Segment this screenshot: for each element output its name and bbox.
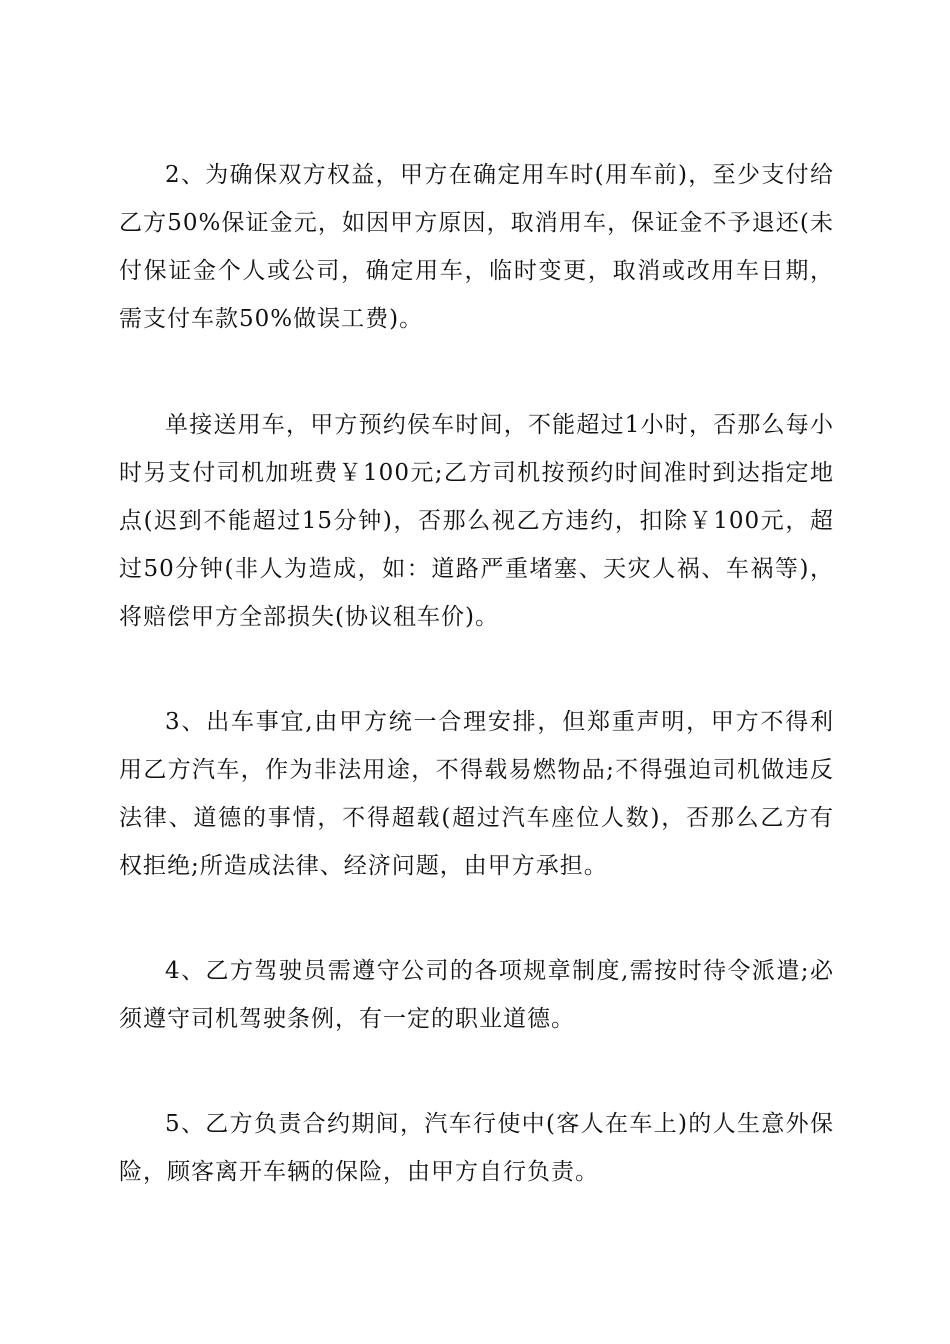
- paragraph-deposit: 2、为确保双方权益，甲方在确定用车时(用车前)，至少支付给乙方50%保证金元，如因甲方原因，取消用车，保证金不予退还(未付保证金个人或公司，确定用车，临时变更，取消或改用车日期，需支付车款50%做误工费)。: [119, 162, 834, 332]
- paragraph-insurance: 5、乙方负责合约期间，汽车行使中(客人在车上)的人生意外保险，顾客离开车辆的保险，由甲方自行负责。: [119, 1111, 834, 1185]
- paragraph-driver-rules: 4、乙方驾驶员需遵守公司的各项规章制度,需按时待令派遣;必须遵守司机驾驶条例，有一定的职业道德。: [119, 958, 834, 1032]
- paragraph-pickup: 单接送用车，甲方预约侯车时间，不能超过1小时，否那么每小时另支付司机加班费￥100元;乙方司机按预约时间准时到达指定地点(迟到不能超过15分钟)，否那么视乙方违约，扣除￥100元，超过50分钟(非人为造成，如：道路严重堵塞、天灾人祸、车祸等)，将赔偿甲方全部损失(协议租车价)。: [119, 412, 834, 630]
- paragraph-dispatch: 3、出车事宜,由甲方统一合理安排，但郑重声明，甲方不得利用乙方汽车，作为非法用途，不得载易燃物品;不得强迫司机做违反法律、道德的事情，不得超载(超过汽车座位人数)，否那么乙方有权拒绝;所造成法律、经济问题，由甲方承担。: [119, 709, 834, 879]
